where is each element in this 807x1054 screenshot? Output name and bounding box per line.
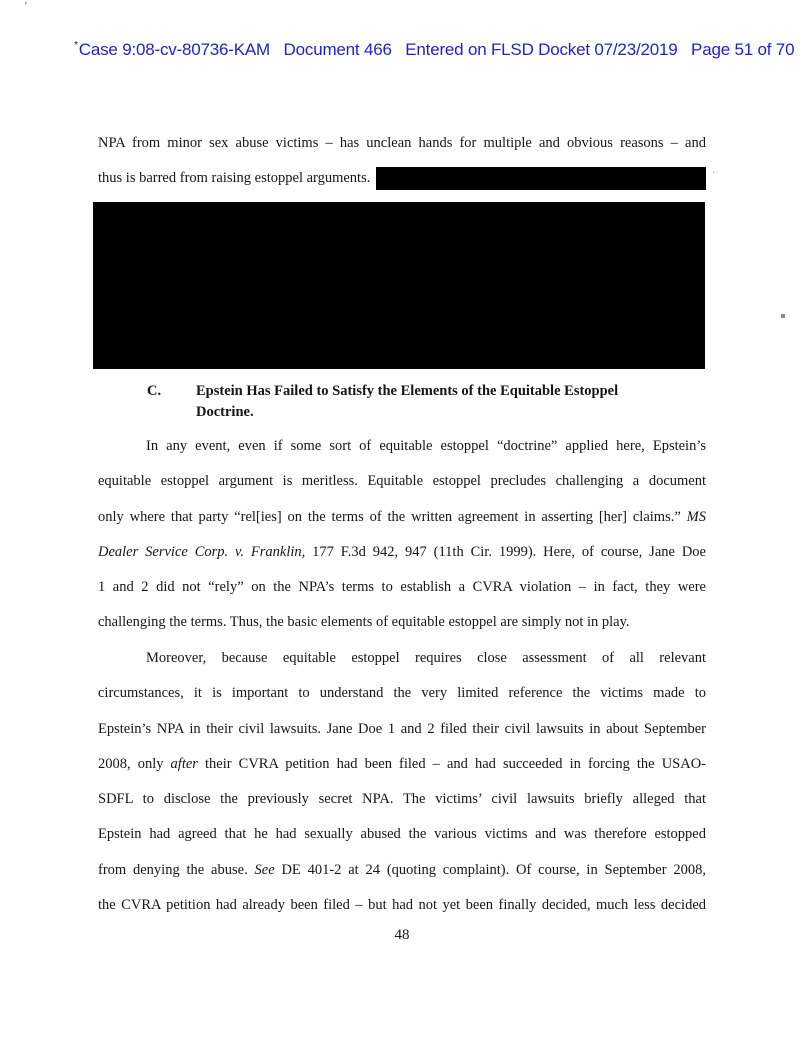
body-line: SDFL to disclose the previously secret NPA. The victims’ civil lawsuits briefly alleged that	[98, 791, 706, 808]
body-line-text: DE 401-2 at 24 (quoting complaint). Of course, in September 2008,	[274, 861, 706, 878]
section-title-line: Doctrine.	[196, 404, 254, 420]
body-line-with-redaction	[98, 161, 706, 196]
body-line	[98, 500, 706, 535]
italic-word: after	[170, 755, 198, 772]
body-line	[98, 747, 706, 782]
case-citation: MS	[686, 508, 706, 525]
body-line-text: 2008, only	[98, 755, 171, 772]
body-line-text: 177 F.3d 942, 947 (11th Cir. 1999). Here, of course, Jane Doe	[305, 543, 706, 560]
section-label: C.	[147, 383, 162, 399]
case-citation: Dealer Service Corp. v. Franklin,	[98, 543, 306, 560]
body-line: the CVRA petition had already been filed – but had not yet been finally decided, much less decided	[98, 897, 706, 914]
scan-artifact-star: *	[74, 40, 78, 51]
paragraph-continuation	[98, 126, 706, 197]
case-header-text: Case 9:08-cv-80736-KAM Document 466 Entered on FLSD Docket 07/23/2019 Page 51 of 70	[78, 40, 795, 59]
signal-word: See	[254, 861, 275, 878]
body-line	[98, 535, 706, 570]
section-title	[196, 381, 618, 423]
body-line: equitable estoppel argument is meritless. Equitable estoppel precludes challenging a document	[98, 473, 706, 490]
body-line: circumstances, it is important to understand the very limited reference the victims made to	[98, 685, 706, 702]
section-heading	[98, 381, 618, 423]
body-line	[98, 853, 706, 888]
paragraph-2	[98, 641, 706, 923]
body-line: Moreover, because equitable estoppel requires close assessment of all relevant	[146, 650, 706, 666]
body-line: NPA from minor sex abuse victims – has unclean hands for multiple and obvious reasons – and	[98, 135, 706, 151]
case-header	[56, 16, 794, 80]
body-line: 1 and 2 did not “rely” on the NPA’s terms to establish a CVRA violation – in fact, they were	[98, 579, 706, 596]
inline-redaction-bar	[376, 167, 706, 190]
body-line-text: their CVRA petition had been filed – and had succeeded in forcing the USAO-	[197, 755, 706, 772]
scan-artifact-corner: ’	[24, 1, 28, 12]
scan-artifact-speck	[781, 314, 785, 318]
paragraph-1	[98, 429, 706, 641]
page-number: 48	[394, 927, 410, 943]
body-line: In any event, even if some sort of equitable estoppel “doctrine” applied here, Epstein’s	[146, 438, 706, 454]
redaction-block	[93, 202, 705, 369]
body-line: Epstein had agreed that he had sexually abused the various victims and was therefore estopped	[98, 826, 706, 843]
body-line-text: from denying the abuse.	[98, 861, 255, 878]
body-line-text: thus is barred from raising estoppel arguments.	[98, 170, 371, 187]
body-line-text: only where that party “rel[ies] on the terms of the written agreement in asserting [her] claims.”	[98, 508, 687, 525]
body-line: Epstein’s NPA in their civil lawsuits. Jane Doe 1 and 2 filed their civil lawsuits in about September	[98, 720, 706, 737]
section-title-line: Epstein Has Failed to Satisfy the Elements of the Equitable Estoppel	[196, 383, 619, 399]
body-line: challenging the terms. Thus, the basic elements of equitable estoppel are simply not in play.	[98, 614, 630, 631]
scan-artifact-tick: ’	[712, 170, 715, 179]
